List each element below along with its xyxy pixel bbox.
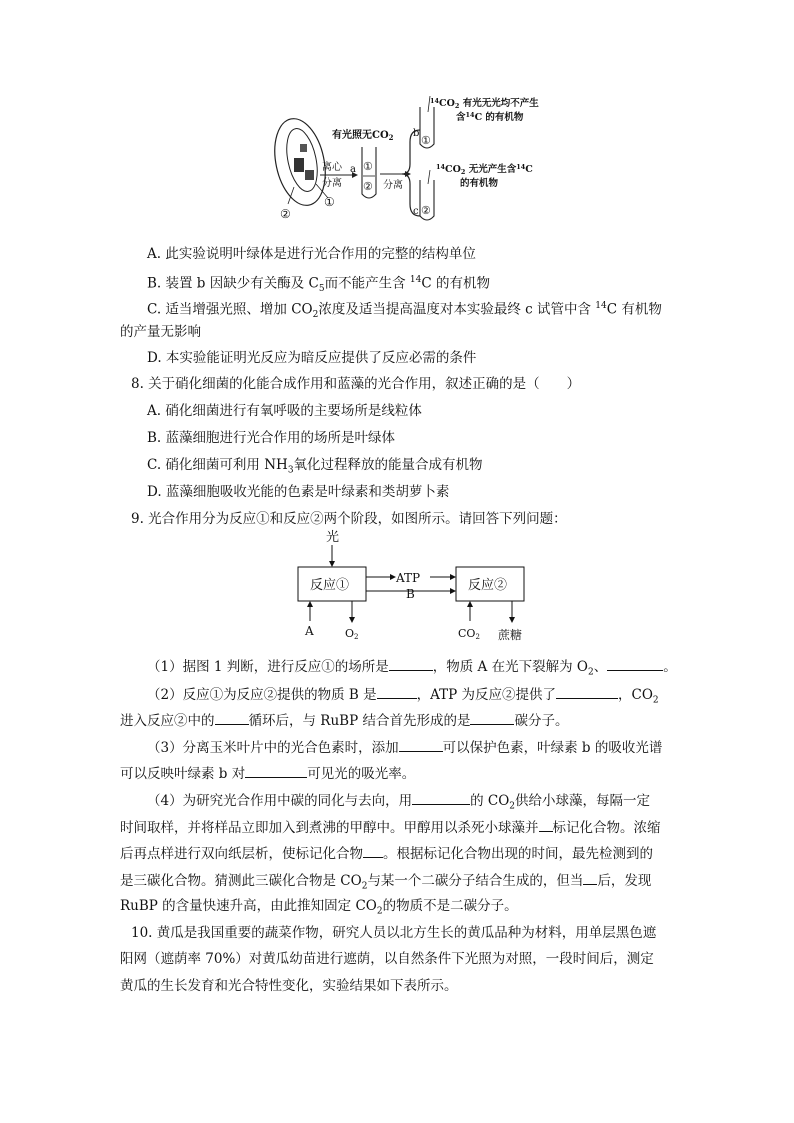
reaction-1-label: 反应① [310, 578, 350, 593]
light-label: 光 [326, 530, 340, 545]
tube-a-layer2: ② [363, 180, 373, 193]
thylakoid-grana [300, 144, 307, 152]
label-circ1: ① [324, 195, 335, 209]
tube-a-layer1: ① [363, 160, 373, 173]
co2-label: CO2 [458, 627, 480, 641]
q8-option-d: D. 蓝藻细胞吸收光能的色素是叶绿素和类胡萝卜素 [147, 484, 450, 500]
note-c-line2: 的有机物 [460, 178, 499, 189]
q7-option-b: B. 装置 b 因缺少有关酶及 $C_5$而不能产生含 $^{14}$C 的有机物 [147, 275, 490, 295]
q8-stem: 8. 关于硝化细菌的化能合成作用和蓝藻的光合作用，叙述正确的是（ ） [131, 376, 581, 392]
reaction-2-label: 反应② [468, 578, 508, 593]
note-c-line1: $^{14}CO_2$ 无光产生含$^{14}$C [436, 163, 533, 176]
label-a: a [350, 164, 356, 175]
o2-label: O2 [345, 627, 359, 641]
sucrose-label: 蔗糖 [498, 628, 523, 642]
q9-part4-line5: RuBP 的含量快速升高，由此推知固定 $CO_2$的物质不是二碳分子。 [120, 898, 518, 917]
thylakoid-grana [305, 170, 314, 180]
label-separate: 分离 [383, 180, 403, 191]
label-centrifuge-1: 离心 [322, 162, 342, 173]
q9-part4-line3: 后再点样进行双向纸层析，使标记化合物 。根据标记化合物出现的时间，最先检测到的 [120, 843, 653, 864]
q8-option-a: A. 硝化细菌进行有氧呼吸的主要场所是线粒体 [147, 403, 422, 419]
label-circ2: ② [280, 207, 291, 221]
q7-option-c-cont: 的产量无影响 [120, 324, 201, 340]
brace [402, 130, 420, 216]
label-b: b [413, 128, 420, 139]
q9-stem: 9. 光合作用分为反应①和反应②两个阶段，如图所示。请回答下列问题： [131, 511, 567, 527]
q7-option-c: C. 适当增强光照、增加 $CO_2$浓度及适当提高温度对本实验最终 c 试管中含 $^{14}$C 有机物 [147, 301, 662, 321]
tube-c-layer: ② [421, 204, 431, 217]
label-light-no-co2: 有光照无$CO_2$ [332, 130, 394, 142]
q9-part2: （2）反应①为反应②提供的物质 B 是 ，ATP 为反应②提供了 ，$CO_2$ [147, 684, 659, 711]
q7-option-a: A. 此实验说明叶绿体是进行光合作用的完整的结构单位 [147, 246, 476, 262]
a-label: A [305, 624, 314, 638]
q10-line2: 阳网（遮荫率 70%）对黄瓜幼苗进行遮荫，以自然条件下光照为对照，一段时间后，测定 [120, 951, 654, 967]
q9-part3-cont: 可以反映叶绿素 b 对 可见光的吸光率。 [120, 763, 415, 784]
tube-b-layer: ① [421, 134, 431, 147]
q9-part4-line4: 是三碳化合物。猜测此三碳化合物是 $CO_2$与某一个二碳分子结合生成的，但当 后，发现 [120, 870, 651, 897]
photosynthesis-diagram [290, 527, 540, 645]
thylakoid-grana [294, 158, 304, 172]
atp-label: ATP [396, 571, 421, 585]
b-label: B [406, 587, 415, 601]
chloroplast-experiment-figure [270, 92, 570, 227]
q7-option-d: D. 本实验能证明光反应为暗反应提供了反应必需的条件 [147, 350, 477, 366]
label-centrifuge-2: 分离 [322, 178, 342, 189]
q8-option-b: B. 蓝藻细胞进行光合作用的场所是叶绿体 [147, 430, 396, 446]
q10-line3: 黄瓜的生长发育和光合特性变化，实验结果如下表所示。 [120, 978, 458, 994]
q9-part4-line2: 时间取样，并将样品立即加入到煮沸的甲醇中。甲醇用以杀死小球藻并 标记化合物。浓缩 [120, 817, 661, 838]
note-b-line1: $^{14}CO_2$ 有光无光均不产生 [430, 97, 539, 110]
q9-part2-cont: 进入反应②中的 循环后，与 RuBP 结合首先形成的是 碳分子。 [120, 710, 568, 731]
q8-option-c: C. 硝化细菌可利用 $NH_3$氧化过程释放的能量合成有机物 [147, 457, 483, 476]
q9-part1: （1）据图 1 判断，进行反应①的场所是 ，物质 A 在光下裂解为 $O_2$、 。 [147, 656, 677, 683]
label-c: c [413, 206, 419, 217]
q10-line1: 10. 黄瓜是我国重要的蔬菜作物，研究人员以北方生长的黄瓜品种为材料，用单层黑色遮 [131, 925, 657, 941]
q9-part4: （4）为研究光合作用中碳的同化与去向，用 的 $CO_2$供给小球藻，每隔一定 [147, 790, 650, 817]
q9-part3: （3）分离玉米叶片中的光合色素时，添加 可以保护色素，叶绿素 b 的吸收光谱 [147, 737, 662, 758]
note-b-line2: 含$^{14}$C 的有机物 [456, 111, 524, 123]
